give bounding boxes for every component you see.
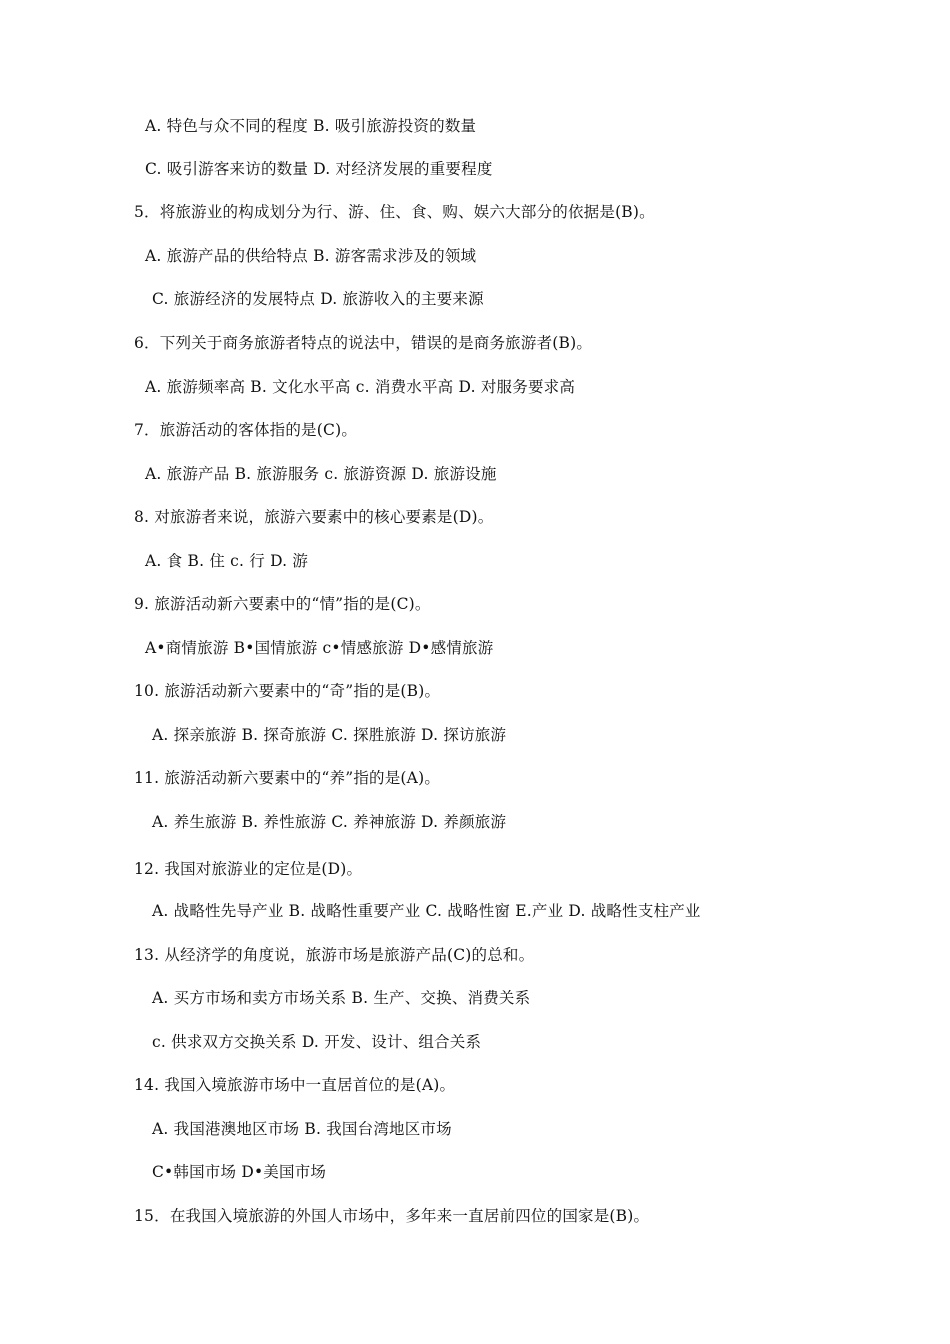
question-7-stem: 7．旅游活动的客体指的是(C)。 <box>134 421 358 439</box>
question-5-options-ab: A. 旅游产品的供给特点 B. 游客需求涉及的领域 <box>145 247 477 265</box>
question-15-stem: 15．在我国入境旅游的外国人市场中，多年来一直居前四位的国家是(B)。 <box>134 1207 650 1225</box>
question-14-options-ab: A. 我国港澳地区市场 B. 我国台湾地区市场 <box>152 1120 452 1138</box>
question-8-stem: 8. 对旅游者来说，旅游六要素中的核心要素是(D)。 <box>134 508 494 526</box>
question-4-options-ab: A. 特色与众不同的程度 B. 吸引旅游投资的数量 <box>145 117 477 135</box>
question-7-options: A. 旅游产品 B. 旅游服务 c. 旅游资源 D. 旅游设施 <box>145 465 497 483</box>
question-10-options: A. 探亲旅游 B. 探奇旅游 C. 探胜旅游 D. 探访旅游 <box>152 726 507 744</box>
question-11-stem: 11. 旅游活动新六要素中的“养”指的是(A)。 <box>134 769 441 787</box>
question-9-options: A•商情旅游 B•国情旅游 c•情感旅游 D•感情旅游 <box>145 639 494 657</box>
question-13-options-ab: A. 买方市场和卖方市场关系 B. 生产、交换、消费关系 <box>152 989 531 1007</box>
question-14-stem: 14. 我国入境旅游市场中一直居首位的是(A)。 <box>134 1076 456 1094</box>
question-8-options: A. 食 B. 住 c. 行 D. 游 <box>145 552 309 570</box>
question-12-stem: 12. 我国对旅游业的定位是(D)。 <box>134 860 363 878</box>
question-5-options-cd: C. 旅游经济的发展特点 D. 旅游收入的主要来源 <box>152 290 484 308</box>
question-6-options: A. 旅游频率高 B. 文化水平高 c. 消费水平高 D. 对服务要求高 <box>145 378 576 396</box>
question-9-stem: 9. 旅游活动新六要素中的“情”指的是(C)。 <box>134 595 431 613</box>
question-10-stem: 10. 旅游活动新六要素中的“奇”指的是(B)。 <box>134 682 441 700</box>
question-14-options-cd: C•韩国市场 D•美国市场 <box>152 1163 327 1181</box>
question-6-stem: 6．下列关于商务旅游者特点的说法中，错误的是商务旅游者(B)。 <box>134 334 593 352</box>
question-13-stem: 13. 从经济学的角度说，旅游市场是旅游产品(C)的总和。 <box>134 946 535 964</box>
question-4-options-cd: C. 吸引游客来访的数量 D. 对经济发展的重要程度 <box>145 160 493 178</box>
question-11-options: A. 养生旅游 B. 养性旅游 C. 养神旅游 D. 养颜旅游 <box>152 813 507 831</box>
question-5-stem: 5．将旅游业的构成划分为行、游、住、食、购、娱六大部分的依据是(B)。 <box>134 203 655 221</box>
question-12-options: A. 战略性先导产业 B. 战略性重要产业 C. 战略性窗 E.产业 D. 战略性支柱产业 <box>152 902 701 920</box>
question-13-options-cd: c. 供求双方交换关系 D. 开发、设计、组合关系 <box>152 1033 482 1051</box>
